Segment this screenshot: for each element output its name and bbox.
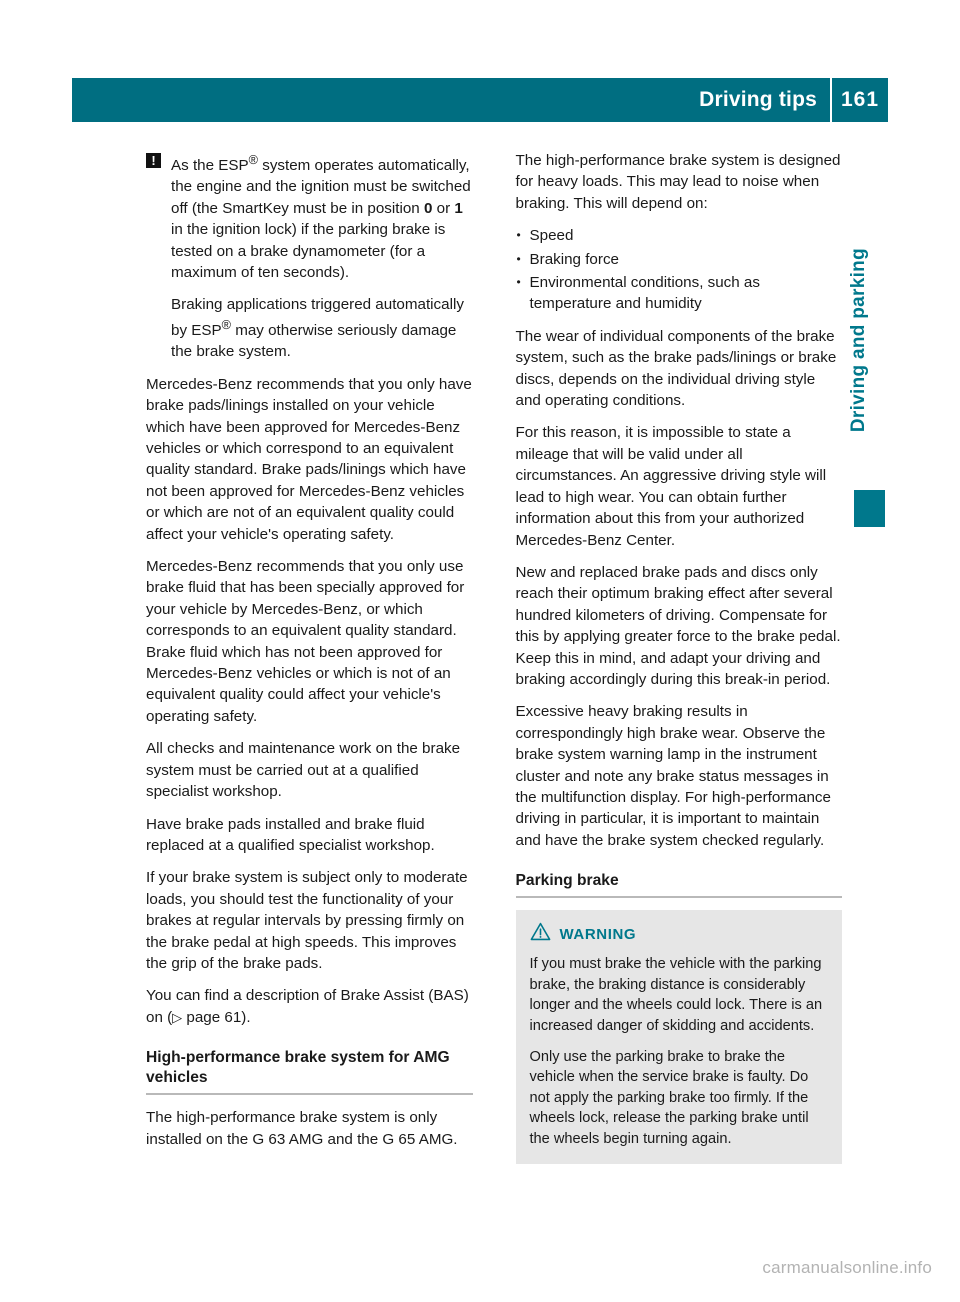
chapter-side-tab (848, 248, 882, 437)
warning-paragraph-1: If you must brake the vehicle with the parking brake, the braking distance is considerably longer and the wheels could lock. There is an increased danger of skidding and accidents. (529, 956, 823, 1034)
esp-note-paragraph-1: As the ESP® system operates automatically, the engine and the ignition must be switched off (the SmartKey must be in position 0 or 1 in the ignition lock) if the parking brake is tested on a brake dynamometer (for a maximum of ten seconds). (171, 153, 471, 282)
right-paragraph-3: New and replaced brake pads and discs only reach their optimum braking effect after several hundred kilometers of driving. Compensate for this by applying greater force to the brake pedal. Keep this in mind, and adapt your driving and braking accordingly during this break-in period. (515, 563, 841, 688)
left-paragraph-4: Have brake pads installed and brake fluid replaced at a qualified specialist workshop. (146, 815, 435, 854)
left-paragraph-5: If your brake system is subject only to moderate loads, you should test the functionality of your brakes at regular intervals by pressing firmly on the brake pedal at high speeds. This improves the grip of the brake pads. (146, 869, 468, 972)
warning-triangle-icon (530, 922, 551, 946)
warning-box-header (530, 922, 829, 946)
right-intro-paragraph: The high-performance brake system is designed for heavy loads. This may lead to noise when braking. This will depend on: (515, 152, 841, 212)
heading-parking-brake: Parking brake (516, 871, 843, 898)
warning-paragraph-2: Only use the parking brake to brake the vehicle when the service brake is faulty. Do not apply the parking brake too firmly. If the wheels lock, release the parking brake until the wheels begin turning again. (529, 1048, 809, 1147)
list-item: • Braking force (516, 249, 843, 270)
esp-note-paragraph-2: Braking applications triggered automatically by ESP® may otherwise seriously damage the brake system. (171, 295, 464, 361)
left-column (146, 150, 473, 1164)
left-paragraph-3: All checks and maintenance work on the brake system must be carried out at a qualified specialist workshop. (146, 740, 461, 801)
chapter-side-tab-label: Driving and parking (848, 248, 869, 433)
brake-noise-factors-list (516, 225, 843, 315)
heading-high-performance-brake-system: High-performance brake system for AMG vehicles (146, 1048, 473, 1095)
page-number: 161 (840, 88, 880, 111)
warning-label: WARNING (559, 925, 637, 943)
warning-box (516, 910, 843, 1163)
chapter-side-tab-marker (854, 490, 885, 527)
left-paragraph-1: Mercedes-Benz recommends that you only have brake pads/linings installed on your vehicle which have been approved for Mercedes-Benz vehicles or which correspond to an equivalent quality standard. Brake pads/linings which have not been approved for Mercedes-Benz vehicles or which are not of an equivalent quality could affect your vehicle's operating safety. (146, 375, 472, 543)
list-item: • Environmental conditions, such as temperature and humidity (516, 272, 843, 315)
page-title: Driving tips (699, 88, 817, 111)
left-paragraph-2: Mercedes-Benz recommends that you only use brake fluid that has been specially approved for your vehicle by Mercedes-Benz, or which corresponds to an equivalent quality standard. Brake fluid which has not been approved for Mercedes-Benz vehicles or which is not of an equivalent quality could affect your vehicle's operating safety. (146, 558, 465, 725)
esp-note-block (146, 150, 473, 363)
right-paragraph-2: For this reason, it is impossible to state a mileage that will be valid under all circumstances. An aggressive driving style will lead to high wear. You can obtain further information about this from your authorized Mercedes-Benz Center. (515, 424, 827, 549)
list-item: • Speed (516, 225, 843, 246)
page-content (146, 150, 842, 1164)
left-paragraph-6: The high-performance brake system is only installed on the G 63 AMG and the G 65 AMG. (146, 1109, 458, 1148)
right-column (516, 150, 843, 1164)
page-header-bar (72, 78, 888, 122)
right-paragraph-1: The wear of individual components of the brake system, such as the brake pads/linings or brake discs, depends on the individual driving style and operating conditions. (515, 327, 837, 410)
right-paragraph-4: Excessive heavy braking results in correspondingly high brake wear. Observe the brake system warning lamp in the instrument cluster and note any brake status messages in the multifunction display. For high-performance driving in particular, it is important to maintain and have the brake system checked regularly. (515, 703, 831, 849)
brake-assist-cross-reference[interactable]: You can find a description of Brake Assist (BAS) on (▷ page 61). (146, 987, 469, 1026)
site-watermark: carmanualsonline.info (762, 1258, 932, 1277)
exclamation-box-icon: ! (146, 153, 161, 168)
